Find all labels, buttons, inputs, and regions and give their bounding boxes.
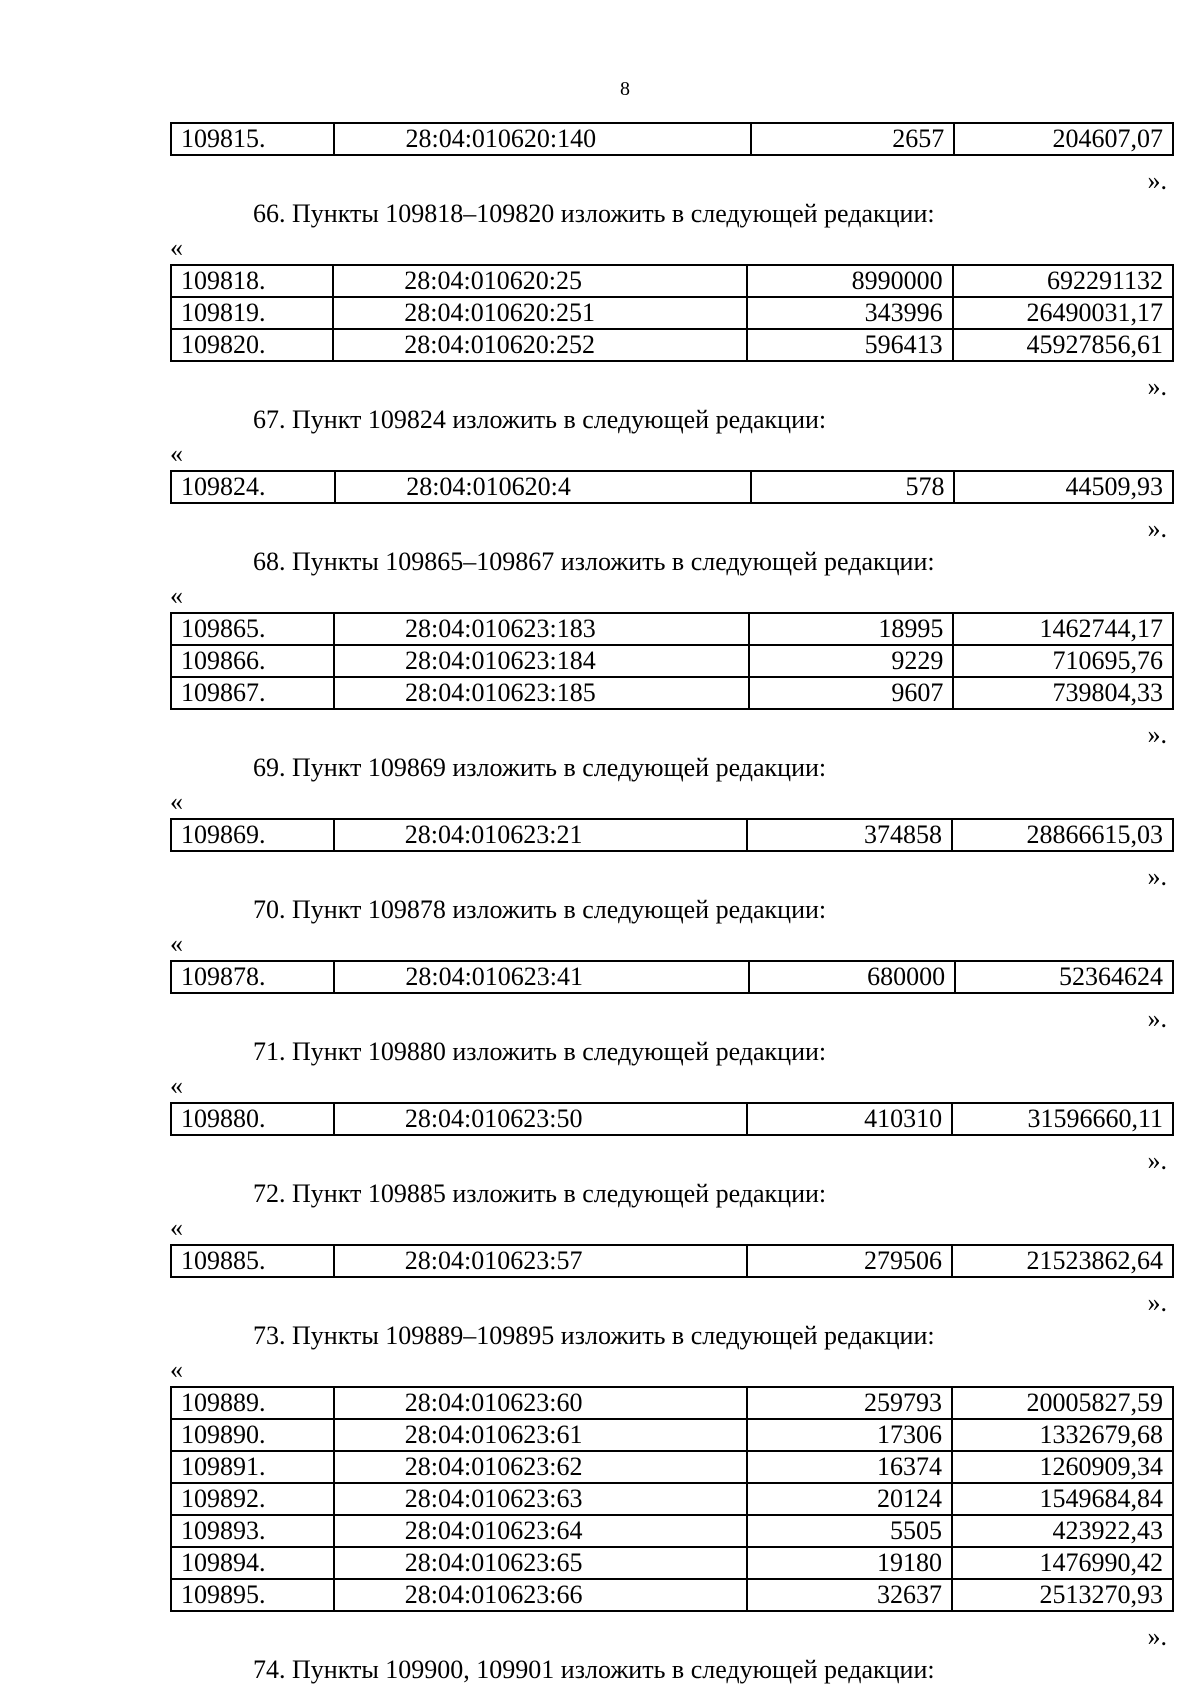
item-number: 109878. xyxy=(171,961,334,993)
cost-value: 1476990,42 xyxy=(952,1547,1173,1579)
opening-quote: « xyxy=(170,1071,183,1100)
item-number: 109893. xyxy=(171,1515,334,1547)
closing-quote: ». xyxy=(1147,720,1167,749)
table-row xyxy=(171,1579,1173,1611)
item-number: 109869. xyxy=(171,819,334,851)
document-body xyxy=(170,122,1175,1689)
section-heading: 73. Пункты 109889–109895 изложить в следующей редакции: xyxy=(253,1321,935,1350)
item-number: 109885. xyxy=(171,1245,334,1277)
amendment-table xyxy=(170,470,1174,504)
section-heading: 71. Пункт 109880 изложить в следующей редакции: xyxy=(253,1037,827,1066)
section-heading: 70. Пункт 109878 изложить в следующей редакции: xyxy=(253,895,827,924)
amendment-table xyxy=(170,612,1174,710)
table-row xyxy=(171,1419,1173,1451)
amendment-table xyxy=(170,264,1174,362)
table-row xyxy=(171,1387,1173,1419)
cost-value: 204607,07 xyxy=(954,123,1173,155)
opening-quote: « xyxy=(170,1355,183,1384)
table-row xyxy=(171,1451,1173,1483)
section-heading: 72. Пункт 109885 изложить в следующей редакции: xyxy=(253,1179,827,1208)
table-row xyxy=(171,123,1173,155)
area-value: 343996 xyxy=(747,297,953,329)
cost-value: 20005827,59 xyxy=(952,1387,1173,1419)
area-value: 19180 xyxy=(747,1547,952,1579)
table-row xyxy=(171,1483,1173,1515)
area-value: 2657 xyxy=(751,123,954,155)
cadastral-number: 28:04:010623:66 xyxy=(334,1579,747,1611)
cadastral-number: 28:04:010620:25 xyxy=(333,265,747,297)
cadastral-number: 28:04:010623:41 xyxy=(334,961,749,993)
cost-value: 52364624 xyxy=(955,961,1173,993)
item-number: 109819. xyxy=(171,297,333,329)
cadastral-number: 28:04:010623:184 xyxy=(334,645,749,677)
cost-value: 1332679,68 xyxy=(952,1419,1173,1451)
cost-value: 1260909,34 xyxy=(952,1451,1173,1483)
table-row xyxy=(171,961,1173,993)
amendment-table xyxy=(170,1386,1174,1612)
cadastral-number: 28:04:010623:60 xyxy=(334,1387,747,1419)
closing-quote: ». xyxy=(1147,1146,1167,1175)
table-row xyxy=(171,329,1173,361)
cost-value: 739804,33 xyxy=(953,677,1173,709)
closing-quote: ». xyxy=(1147,372,1167,401)
section-heading: 69. Пункт 109869 изложить в следующей редакции: xyxy=(253,753,827,782)
cost-value: 21523862,64 xyxy=(952,1245,1173,1277)
amendment-sections xyxy=(170,156,1175,1655)
area-value: 9229 xyxy=(749,645,953,677)
top-table xyxy=(170,122,1174,156)
opening-quote: « xyxy=(170,581,183,610)
item-number: 109818. xyxy=(171,265,333,297)
area-value: 259793 xyxy=(747,1387,952,1419)
item-number: 109892. xyxy=(171,1483,334,1515)
cost-value: 28866615,03 xyxy=(952,819,1173,851)
cadastral-number: 28:04:010623:64 xyxy=(334,1515,747,1547)
cadastral-number: 28:04:010620:252 xyxy=(333,329,747,361)
opening-quote: « xyxy=(170,439,183,468)
cadastral-number: 28:04:010620:4 xyxy=(335,471,751,503)
section-heading: 66. Пункты 109818–109820 изложить в следующей редакции: xyxy=(253,199,935,228)
cost-value: 1462744,17 xyxy=(953,613,1173,645)
closing-quote: ». xyxy=(1147,1004,1167,1033)
area-value: 596413 xyxy=(747,329,953,361)
area-value: 16374 xyxy=(747,1451,952,1483)
cost-value: 423922,43 xyxy=(952,1515,1173,1547)
section-heading: 67. Пункт 109824 изложить в следующей редакции: xyxy=(253,405,827,434)
opening-quote: « xyxy=(170,233,183,262)
cost-value: 44509,93 xyxy=(954,471,1173,503)
item-number: 109894. xyxy=(171,1547,334,1579)
area-value: 8990000 xyxy=(747,265,953,297)
cost-value: 2513270,93 xyxy=(952,1579,1173,1611)
cost-value: 710695,76 xyxy=(953,645,1173,677)
area-value: 17306 xyxy=(747,1419,952,1451)
opening-quote: « xyxy=(170,929,183,958)
opening-quote: « xyxy=(170,1213,183,1242)
item-number: 109890. xyxy=(171,1419,334,1451)
area-value: 32637 xyxy=(747,1579,952,1611)
closing-quote: ». xyxy=(1147,1622,1167,1651)
area-value: 374858 xyxy=(747,819,952,851)
table-row xyxy=(171,471,1173,503)
item-number: 109820. xyxy=(171,329,333,361)
item-number: 109880. xyxy=(171,1103,334,1135)
cadastral-number: 28:04:010623:63 xyxy=(334,1483,747,1515)
area-value: 18995 xyxy=(749,613,953,645)
table-row xyxy=(171,645,1173,677)
item-number: 109866. xyxy=(171,645,334,677)
amendment-table xyxy=(170,818,1174,852)
cost-value: 31596660,11 xyxy=(952,1103,1173,1135)
cost-value: 692291132 xyxy=(953,265,1173,297)
closing-quote: ». xyxy=(1147,514,1167,543)
cadastral-number: 28:04:010620:140 xyxy=(334,123,751,155)
closing-quote: ». xyxy=(1147,1288,1167,1317)
page-number: 8 xyxy=(620,78,630,100)
amendment-table xyxy=(170,1244,1174,1278)
table-row xyxy=(171,1547,1173,1579)
cadastral-number: 28:04:010623:61 xyxy=(334,1419,747,1451)
item-number: 109867. xyxy=(171,677,334,709)
closing-quote: ». xyxy=(1147,166,1167,195)
table-row xyxy=(171,297,1173,329)
cadastral-number: 28:04:010620:251 xyxy=(333,297,747,329)
table-row xyxy=(171,819,1173,851)
cost-value: 45927856,61 xyxy=(953,329,1173,361)
area-value: 279506 xyxy=(747,1245,952,1277)
cadastral-number: 28:04:010623:183 xyxy=(334,613,749,645)
table-row xyxy=(171,613,1173,645)
item-number: 109824. xyxy=(171,471,335,503)
area-value: 9607 xyxy=(749,677,953,709)
table-row xyxy=(171,1515,1173,1547)
cadastral-number: 28:04:010623:57 xyxy=(334,1245,747,1277)
final-heading: 74. Пункты 109900, 109901 изложить в следующей редакции: xyxy=(253,1655,935,1684)
item-number: 109865. xyxy=(171,613,334,645)
table-row xyxy=(171,1245,1173,1277)
table-row xyxy=(171,1103,1173,1135)
table-row xyxy=(171,677,1173,709)
table-row xyxy=(171,265,1173,297)
amendment-table xyxy=(170,1102,1174,1136)
cadastral-number: 28:04:010623:185 xyxy=(334,677,749,709)
area-value: 578 xyxy=(751,471,955,503)
area-value: 410310 xyxy=(747,1103,952,1135)
opening-quote: « xyxy=(170,787,183,816)
section-heading: 68. Пункты 109865–109867 изложить в следующей редакции: xyxy=(253,547,935,576)
closing-quote: ». xyxy=(1147,862,1167,891)
cadastral-number: 28:04:010623:21 xyxy=(334,819,747,851)
cost-value: 26490031,17 xyxy=(953,297,1173,329)
area-value: 20124 xyxy=(747,1483,952,1515)
item-number: 109815. xyxy=(171,123,334,155)
cadastral-number: 28:04:010623:62 xyxy=(334,1451,747,1483)
item-number: 109895. xyxy=(171,1579,334,1611)
item-number: 109891. xyxy=(171,1451,334,1483)
cost-value: 1549684,84 xyxy=(952,1483,1173,1515)
cadastral-number: 28:04:010623:65 xyxy=(334,1547,747,1579)
area-value: 5505 xyxy=(747,1515,952,1547)
item-number: 109889. xyxy=(171,1387,334,1419)
cadastral-number: 28:04:010623:50 xyxy=(334,1103,747,1135)
area-value: 680000 xyxy=(749,961,955,993)
amendment-table xyxy=(170,960,1174,994)
